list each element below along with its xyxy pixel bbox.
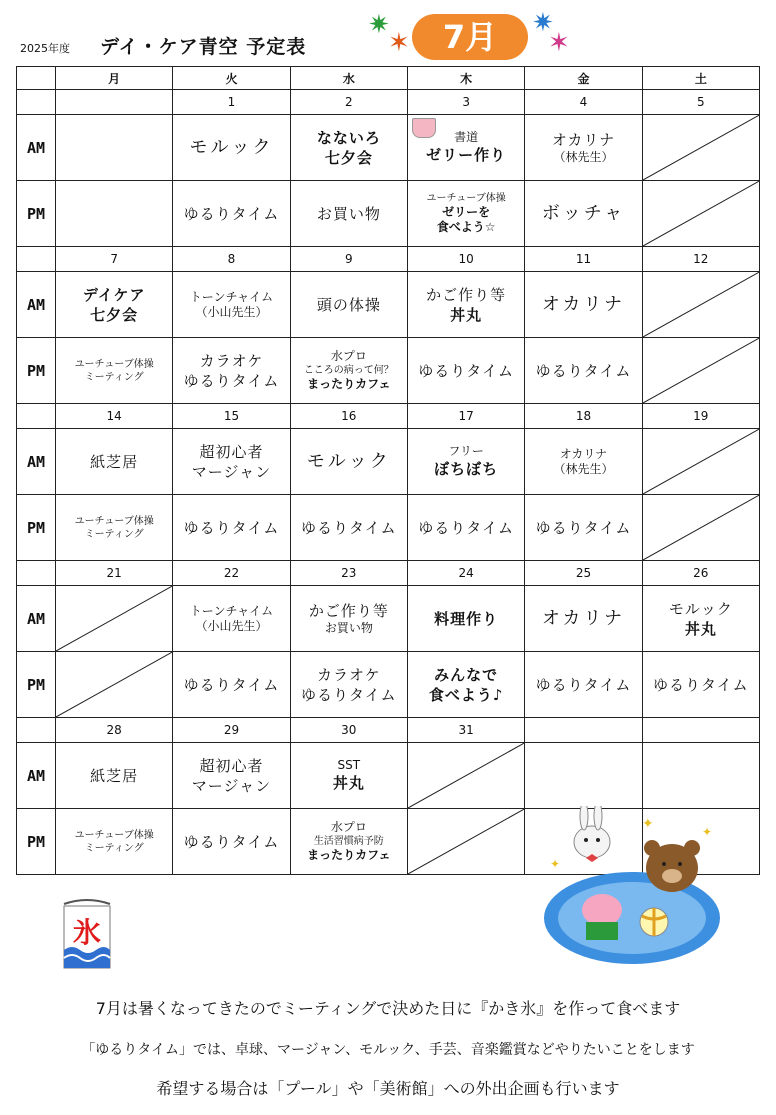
schedule-cell	[290, 429, 407, 495]
schedule-cell	[290, 586, 407, 652]
schedule-cell	[56, 272, 173, 338]
schedule-cell	[56, 743, 173, 809]
schedule-cell	[642, 181, 759, 247]
activity-text: 丼丸	[684, 619, 717, 638]
date-row	[17, 247, 760, 272]
no-session-slash	[56, 652, 172, 717]
schedule-cell	[173, 652, 290, 718]
am-row	[17, 115, 760, 181]
schedule-cell	[407, 743, 524, 809]
activity-text: 書道	[454, 130, 479, 144]
schedule-table	[16, 66, 760, 875]
date-number: 14	[56, 404, 173, 429]
date-number: 17	[407, 404, 524, 429]
schedule-cell	[642, 495, 759, 561]
activity-text: ゆるりタイム	[183, 204, 280, 223]
activity-text: 丼丸	[450, 305, 483, 324]
activity-text: オカリナ	[541, 293, 626, 315]
activity-text: 水プロ	[330, 349, 367, 363]
am-label: AM	[17, 586, 56, 652]
date-number: 3	[407, 90, 524, 115]
schedule-cell	[642, 272, 759, 338]
activity-text: ミーティング	[84, 528, 144, 540]
schedule-cell	[642, 429, 759, 495]
activity-text: こころの病って何？	[303, 365, 394, 376]
schedule-cell	[642, 743, 759, 809]
schedule-cell	[407, 181, 524, 247]
activity-text: トーンチャイム	[189, 289, 274, 304]
date-number: 29	[173, 718, 290, 743]
date-number: 8	[173, 247, 290, 272]
activity-text: ゆるりタイム	[535, 361, 632, 380]
no-session-slash	[408, 809, 524, 874]
schedule-cell	[290, 743, 407, 809]
schedule-cell	[525, 743, 642, 809]
activity-text: オカリナ	[559, 446, 608, 461]
date-number: 2	[290, 90, 407, 115]
date-number: 4	[525, 90, 642, 115]
date-number: 5	[642, 90, 759, 115]
pm-row	[17, 652, 760, 718]
activity-text: かご作り等	[426, 285, 507, 304]
date-number	[642, 718, 759, 743]
pm-label: PM	[17, 809, 56, 875]
activity-text: （小山先生）	[195, 618, 268, 633]
weekday-header: 土	[642, 67, 759, 90]
schedule-cell	[173, 338, 290, 404]
date-number	[56, 90, 173, 115]
fiscal-year: 2025年度	[20, 42, 70, 55]
pm-row	[17, 338, 760, 404]
am-label: AM	[17, 272, 56, 338]
schedule-cell	[407, 115, 524, 181]
schedule-cell	[173, 495, 290, 561]
no-session-slash	[643, 429, 759, 494]
schedule-cell	[173, 743, 290, 809]
header	[0, 0, 776, 66]
schedule-cell	[56, 181, 173, 247]
activity-text: 紙芝居	[90, 452, 139, 471]
date-number: 26	[642, 561, 759, 586]
activity-text: ゆるりタイム	[183, 371, 280, 390]
am-row	[17, 272, 760, 338]
date-number: 15	[173, 404, 290, 429]
kakigori-flag-icon	[58, 898, 116, 978]
page-title: デイ・ケア青空 予定表	[100, 36, 307, 58]
activity-text: ゼリー作り	[426, 146, 507, 164]
date-number: 23	[290, 561, 407, 586]
activity-text: 紙芝居	[90, 766, 139, 785]
activity-text: まったりカフェ	[307, 377, 391, 391]
date-number: 25	[525, 561, 642, 586]
no-session-slash	[56, 586, 172, 651]
activity-text: カラオケ	[316, 665, 381, 684]
am-row	[17, 429, 760, 495]
schedule-cell	[525, 429, 642, 495]
activity-text: SST	[337, 758, 361, 772]
date-number: 24	[407, 561, 524, 586]
schedule-cell	[173, 429, 290, 495]
am-label: AM	[17, 743, 56, 809]
schedule-cell	[290, 495, 407, 561]
activity-text: ゆるりタイム	[418, 518, 514, 537]
activity-text: （林先生）	[553, 150, 614, 164]
schedule-cell	[525, 652, 642, 718]
schedule-cell	[407, 272, 524, 338]
schedule-cell	[407, 809, 524, 875]
date-row	[17, 90, 760, 115]
schedule-cell	[56, 338, 173, 404]
weekday-header-row	[17, 67, 760, 90]
activity-text: なないろ	[316, 128, 381, 147]
am-row	[17, 586, 760, 652]
no-session-slash	[643, 338, 759, 403]
svg-text:✦: ✦	[642, 816, 654, 832]
activity-text: ゼリーを	[442, 205, 491, 219]
schedule-cell	[173, 586, 290, 652]
svg-text:✦: ✦	[702, 825, 713, 839]
schedule-cell	[290, 809, 407, 875]
date-row	[17, 404, 760, 429]
am-label: AM	[17, 115, 56, 181]
schedule-cell	[56, 809, 173, 875]
fireworks-icon: ✶	[388, 28, 410, 58]
activity-text: かご作り等	[308, 602, 389, 620]
pm-label: PM	[17, 495, 56, 561]
pm-row	[17, 495, 760, 561]
weekday-header: 木	[407, 67, 524, 90]
schedule-cell	[407, 338, 524, 404]
activity-text: ゆるりタイム	[183, 518, 280, 537]
activity-text: カラオケ	[199, 351, 264, 370]
activity-text: ゆるりタイム	[418, 361, 514, 380]
activity-text: トーンチャイム	[189, 603, 274, 618]
activity-text: ミーティング	[84, 842, 144, 854]
schedule-cell	[56, 586, 173, 652]
date-row	[17, 718, 760, 743]
svg-text:✦: ✦	[550, 857, 561, 871]
no-session-slash	[643, 181, 759, 246]
am-label: AM	[17, 429, 56, 495]
schedule-cell	[407, 586, 524, 652]
am-row	[17, 743, 760, 809]
date-number: 30	[290, 718, 407, 743]
schedule-cell	[642, 652, 759, 718]
schedule-cell	[173, 809, 290, 875]
jelly-cup-icon	[412, 118, 436, 138]
activity-text: ぼちぼち	[434, 460, 499, 478]
activity-text: ボッチャ	[541, 202, 626, 224]
schedule-cell	[173, 272, 290, 338]
schedule-cell	[525, 338, 642, 404]
flag-text: 氷	[72, 916, 102, 949]
activity-text: 七夕会	[324, 148, 373, 167]
activity-text: まったりカフェ	[307, 848, 391, 862]
schedule-cell	[290, 115, 407, 181]
schedule-cell	[290, 338, 407, 404]
activity-text: ミーティング	[84, 371, 144, 383]
schedule-cell	[525, 495, 642, 561]
fireworks-icon: ✷	[532, 8, 554, 38]
schedule-cell	[56, 652, 173, 718]
schedule-cell	[407, 495, 524, 561]
activity-text: 丼丸	[332, 774, 365, 792]
activity-text: （林先生）	[553, 461, 614, 476]
pm-row	[17, 181, 760, 247]
schedule-cell	[56, 495, 173, 561]
pm-label: PM	[17, 652, 56, 718]
no-session-slash	[643, 495, 759, 560]
date-number	[525, 718, 642, 743]
schedule-cell	[290, 181, 407, 247]
schedule-cell	[290, 652, 407, 718]
weekday-header: 金	[525, 67, 642, 90]
schedule-cell	[56, 115, 173, 181]
activity-text: お買い物	[324, 621, 373, 635]
activity-text: 料理作り	[434, 609, 499, 628]
activity-text: お買い物	[316, 204, 381, 223]
activity-text: 超初心者	[199, 756, 264, 775]
schedule-cell	[525, 586, 642, 652]
schedule-cell	[642, 586, 759, 652]
activity-text: ユーチューブ体操	[74, 515, 154, 527]
activity-text: ゆるりタイム	[535, 518, 632, 537]
schedule-cell	[642, 115, 759, 181]
activity-text: モルック	[668, 599, 733, 618]
no-session-slash	[643, 115, 759, 180]
weekday-header: 火	[173, 67, 290, 90]
activity-text: （小山先生）	[195, 304, 268, 319]
date-label-cell	[17, 90, 56, 115]
activity-text: オカリナ	[551, 131, 616, 149]
fireworks-icon: ✶	[548, 28, 570, 58]
date-label-cell	[17, 404, 56, 429]
schedule-cell	[173, 115, 290, 181]
schedule-cell	[173, 181, 290, 247]
activity-text: ゆるりタイム	[535, 675, 632, 694]
animals-swimming-pool-icon	[542, 806, 722, 966]
date-label-cell	[17, 561, 56, 586]
pm-label: PM	[17, 338, 56, 404]
weekday-header: 水	[290, 67, 407, 90]
notice-kakigori: 7月は暑くなってきたのでミーティングで決めた日に『かき氷』を作って食べます	[95, 999, 681, 1018]
date-number: 16	[290, 404, 407, 429]
schedule-cell	[290, 272, 407, 338]
fireworks-icon: ✷	[368, 10, 390, 40]
schedule-cell	[525, 115, 642, 181]
no-session-slash	[643, 272, 759, 337]
activity-text: デイケア	[82, 285, 146, 304]
date-number: 12	[642, 247, 759, 272]
activity-text: みんなで	[434, 665, 499, 684]
activity-text: フリー	[448, 444, 484, 458]
activity-text: ゆるりタイム	[300, 518, 397, 537]
date-number: 31	[407, 718, 524, 743]
activity-text: マージャン	[191, 462, 272, 481]
weekday-header: 月	[56, 67, 173, 90]
date-number: 11	[525, 247, 642, 272]
activity-text: モルック	[306, 450, 391, 472]
date-number: 19	[642, 404, 759, 429]
date-number: 18	[525, 404, 642, 429]
date-number: 22	[173, 561, 290, 586]
activity-text: ユーチューブ体操	[426, 193, 506, 204]
activity-text: 超初心者	[199, 442, 264, 461]
activity-text: 水プロ	[330, 820, 367, 834]
schedule-cell	[525, 272, 642, 338]
activity-text: マージャン	[191, 776, 272, 795]
date-label-cell	[17, 247, 56, 272]
schedule-cell	[56, 429, 173, 495]
date-number: 10	[407, 247, 524, 272]
activity-text: ゆるりタイム	[183, 675, 280, 694]
date-row	[17, 561, 760, 586]
activity-text: 頭の体操	[316, 295, 381, 314]
notice-yururi-time: 「ゆるりタイム」では、卓球、マージャン、モルック、手芸、音楽鑑賞などやりたいことをします	[81, 1042, 695, 1058]
activity-text: 七夕会	[90, 305, 139, 324]
no-session-slash	[408, 743, 524, 808]
month-badge: 7月	[412, 14, 528, 60]
activity-text: オカリナ	[541, 607, 626, 629]
date-number: 1	[173, 90, 290, 115]
activity-text: 食べよう☆	[436, 220, 496, 234]
activity-text: ユーチューブ体操	[74, 829, 154, 841]
activity-text: ゆるりタイム	[300, 685, 397, 704]
activity-text: 生活習慣病予防	[313, 836, 384, 847]
activity-text: モルック	[189, 136, 274, 158]
corner-cell	[17, 67, 56, 90]
activity-text: ゆるりタイム	[652, 675, 749, 694]
activity-text: ユーチューブ体操	[74, 358, 154, 370]
activity-text: 食べよう♪	[428, 685, 504, 704]
pm-label: PM	[17, 181, 56, 247]
date-number: 7	[56, 247, 173, 272]
date-number: 28	[56, 718, 173, 743]
activity-text: ゆるりタイム	[183, 832, 280, 851]
date-label-cell	[17, 718, 56, 743]
schedule-cell	[407, 429, 524, 495]
schedule-cell	[525, 181, 642, 247]
date-number: 21	[56, 561, 173, 586]
schedule-cell	[642, 338, 759, 404]
schedule-cell	[407, 652, 524, 718]
date-number: 9	[290, 247, 407, 272]
notice-outing: 希望する場合は「プール」や「美術館」への外出企画も行います	[156, 1079, 620, 1098]
